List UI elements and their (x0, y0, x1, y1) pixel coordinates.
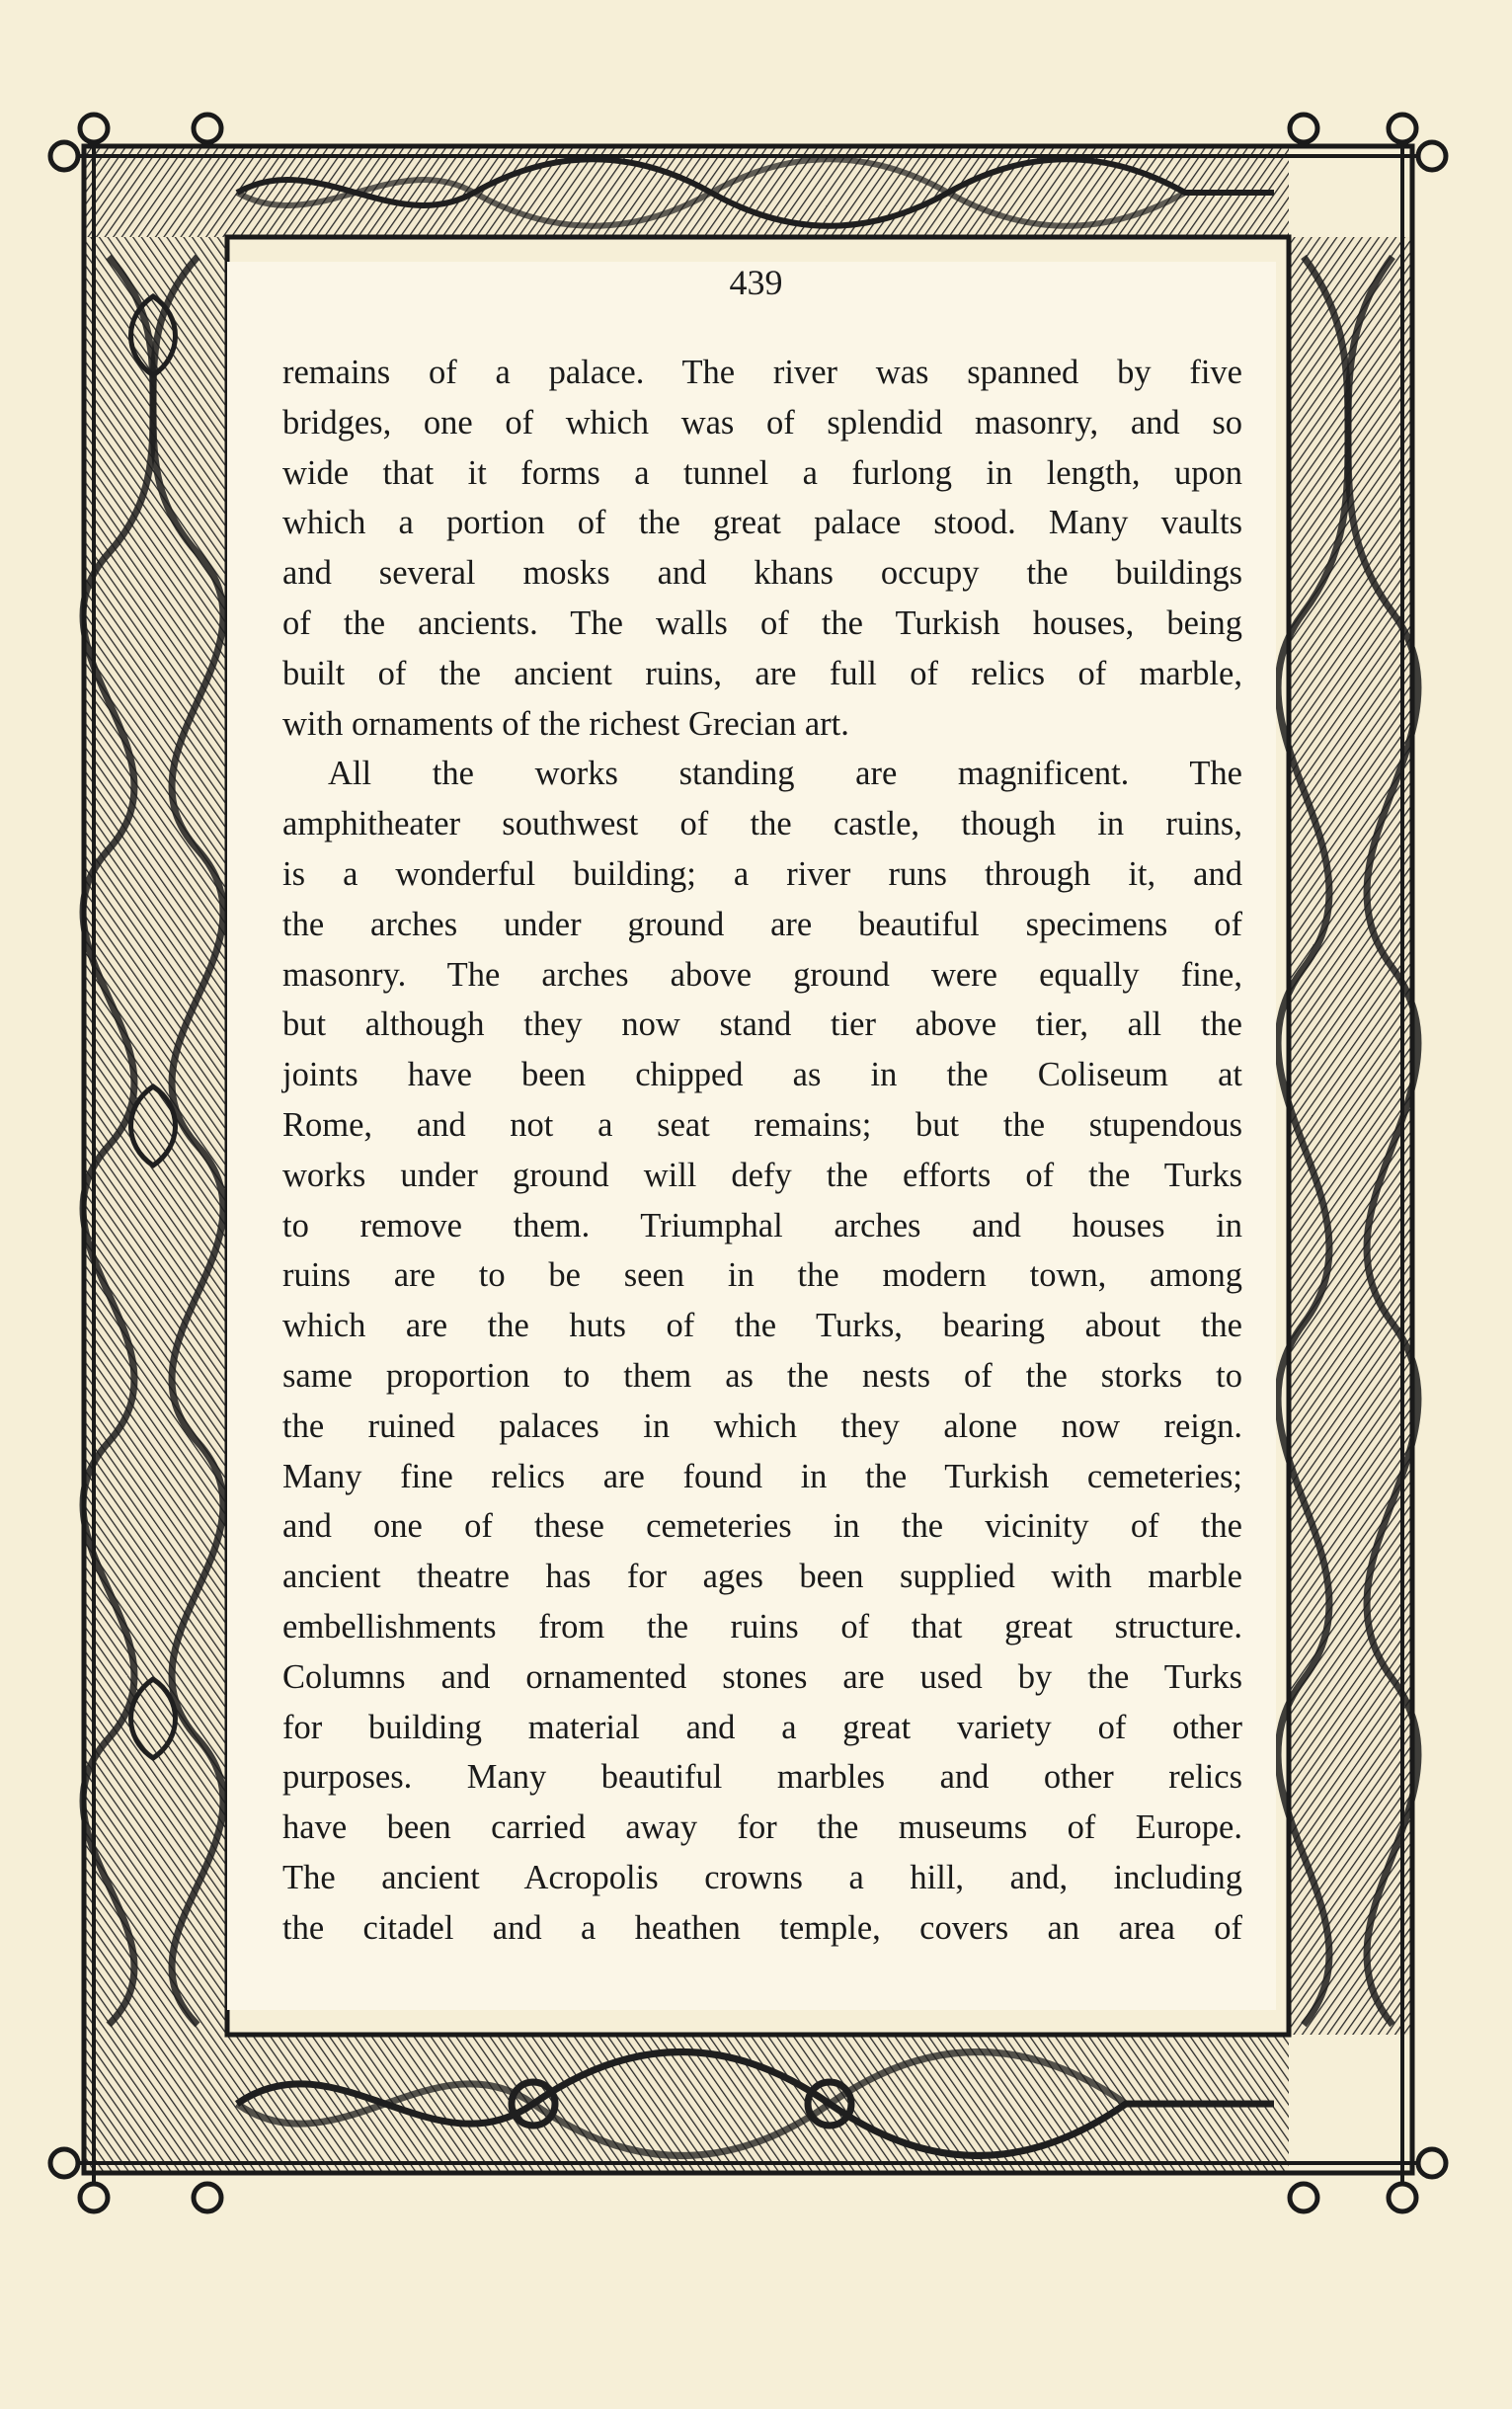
text-line: works under ground will defy the efforts of the Turks (282, 1156, 1242, 1194)
text-line: is a wonderful building; a river runs through it, and (282, 854, 1242, 893)
text-line: built of the ancient ruins, are full of relics of marble, (282, 654, 1242, 692)
text-line: purposes. Many beautiful marbles and other relics (282, 1758, 1242, 1797)
text-line: ancient theatre has for ages been supplied with marble (282, 1558, 1242, 1596)
text-line: Rome, and not a seat remains; but the stupendous (282, 1105, 1242, 1144)
paragraph (282, 348, 1242, 749)
text-line: masonry. The arches above ground were equally fine, (282, 955, 1242, 994)
body-text (282, 348, 1242, 1954)
text-line: amphitheater southwest of the castle, though in ruins, (282, 805, 1242, 843)
page-number: 439 (729, 263, 783, 302)
text-line: wide that it forms a tunnel a furlong in length, upon (282, 453, 1242, 492)
text-line: of the ancients. The walls of the Turkish houses, being (282, 603, 1242, 642)
text-line: the arches under ground are beautiful specimens of (282, 905, 1242, 943)
text-line: with ornaments of the richest Grecian art. (282, 704, 849, 743)
text-line: to remove them. Triumphal arches and houses in (282, 1206, 1242, 1245)
text-line: bridges, one of which was of splendid masonry, and so (282, 403, 1242, 442)
text-line: Many fine relics are found in the Turkish cemeteries; (282, 1457, 1242, 1495)
text-line: The ancient Acropolis crowns a hill, and, including (282, 1858, 1242, 1896)
border-left-band (84, 237, 227, 2035)
text-line: embellishments from the ruins of that great structure. (282, 1607, 1242, 1646)
paragraph (282, 749, 1242, 1953)
text-line: the citadel and a heathen temple, covers an area of (282, 1908, 1242, 1947)
text-line: remains of a palace. The river was spanned by five (282, 354, 1242, 391)
text-line: ruins are to be seen in the modern town, among (282, 1256, 1242, 1295)
text-line: same proportion to them as the nests of the storks to (282, 1356, 1242, 1395)
text-line: Columns and ornamented stones are used by the Turks (282, 1657, 1242, 1696)
text-line: which are the huts of the Turks, bearing about the (282, 1307, 1242, 1345)
text-line: and one of these cemeteries in the vicinity of the (282, 1507, 1242, 1546)
text-line: and several mosks and khans occupy the buildings (282, 554, 1242, 593)
text-line: have been carried away for the museums of Europe. (282, 1808, 1242, 1847)
text-line: All the works standing are magnificent. The (328, 755, 1242, 793)
text-line: the ruined palaces in which they alone now reign. (282, 1406, 1242, 1445)
text-line: but although they now stand tier above tier, all the (282, 1005, 1242, 1044)
text-line: which a portion of the great palace stood. Many vaults (282, 504, 1242, 542)
text-line: joints have been chipped as in the Coliseum at (282, 1056, 1242, 1094)
text-line: for building material and a great variety of other (282, 1708, 1242, 1746)
